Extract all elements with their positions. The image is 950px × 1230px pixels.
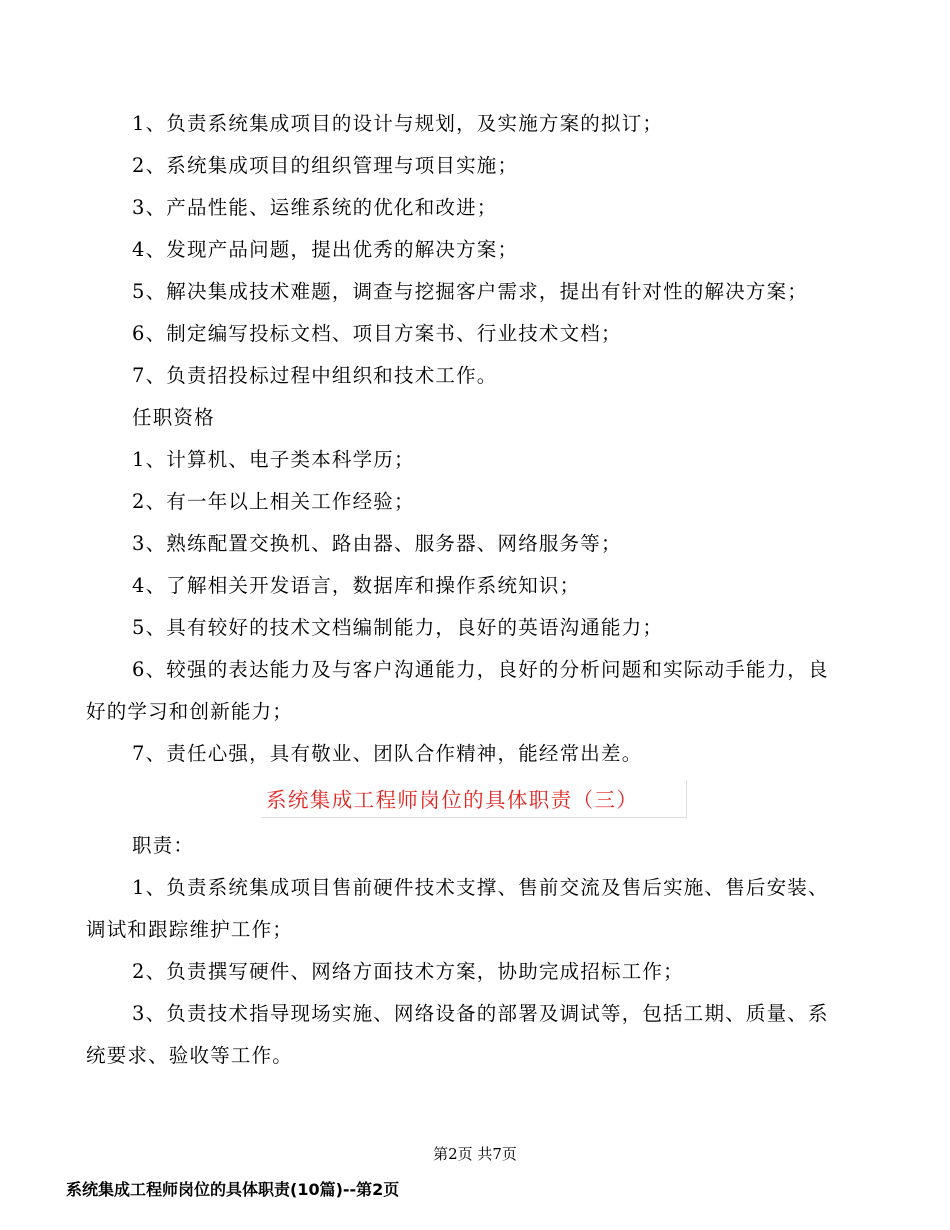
duty-item-4: 4、发现产品问题，提出优秀的解决方案； [132, 238, 519, 261]
section3-item-1-continuation: 调试和跟踪维护工作； [86, 918, 294, 941]
duty-item-6: 6、制定编写投标文档、项目方案书、行业技术文档； [132, 322, 622, 345]
qualification-item-4: 4、了解相关开发语言，数据库和操作系统知识； [132, 574, 581, 597]
qualifications-heading: 任职资格 [132, 406, 215, 429]
duty-item-5: 5、解决集成技术难题，调查与挖掘客户需求，提出有针对性的解决方案； [132, 280, 809, 303]
qualification-item-2: 2、有一年以上相关工作经验； [132, 490, 415, 513]
qualification-item-1: 1、计算机、电子类本科学历； [132, 448, 415, 471]
qualification-item-6: 6、较强的表达能力及与客户沟通能力，良好的分析问题和实际动手能力，良 [132, 658, 829, 681]
qualification-item-7: 7、责任心强，具有敬业、团队合作精神，能经常出差。 [132, 742, 643, 765]
section3-item-3-continuation: 统要求、验收等工作。 [86, 1044, 294, 1067]
page-number: 第2页 共7页 [433, 1145, 517, 1163]
duties-label: 职责： [132, 834, 195, 857]
section3-item-3: 3、负责技术指导现场实施、网络设备的部署及调试等，包括工期、质量、系 [132, 1002, 829, 1025]
duty-item-3: 3、产品性能、运维系统的优化和改进； [132, 196, 498, 219]
qualification-item-5: 5、具有较好的技术文档编制能力，良好的英语沟通能力； [132, 616, 664, 639]
footer-title: 系统集成工程师岗位的具体职责(10篇)--第2页 [66, 1180, 400, 1199]
section3-item-1: 1、负责系统集成项目售前硬件技术支撑、售前交流及售后实施、售后安装、 [132, 876, 829, 899]
duty-item-7: 7、负责招投标过程中组织和技术工作。 [132, 364, 498, 387]
duty-item-2: 2、系统集成项目的组织管理与项目实施； [132, 154, 519, 177]
section3-item-2: 2、负责撰写硬件、网络方面技术方案，协助完成招标工作； [132, 960, 684, 983]
qualification-item-6-continuation: 好的学习和创新能力； [86, 700, 294, 723]
duty-item-1: 1、负责系统集成项目的设计与规划，及实施方案的拟订； [132, 112, 664, 135]
qualification-item-3: 3、熟练配置交换机、路由器、服务器、网络服务等； [132, 532, 622, 555]
section-heading: 系统集成工程师岗位的具体职责（三） [266, 788, 639, 812]
